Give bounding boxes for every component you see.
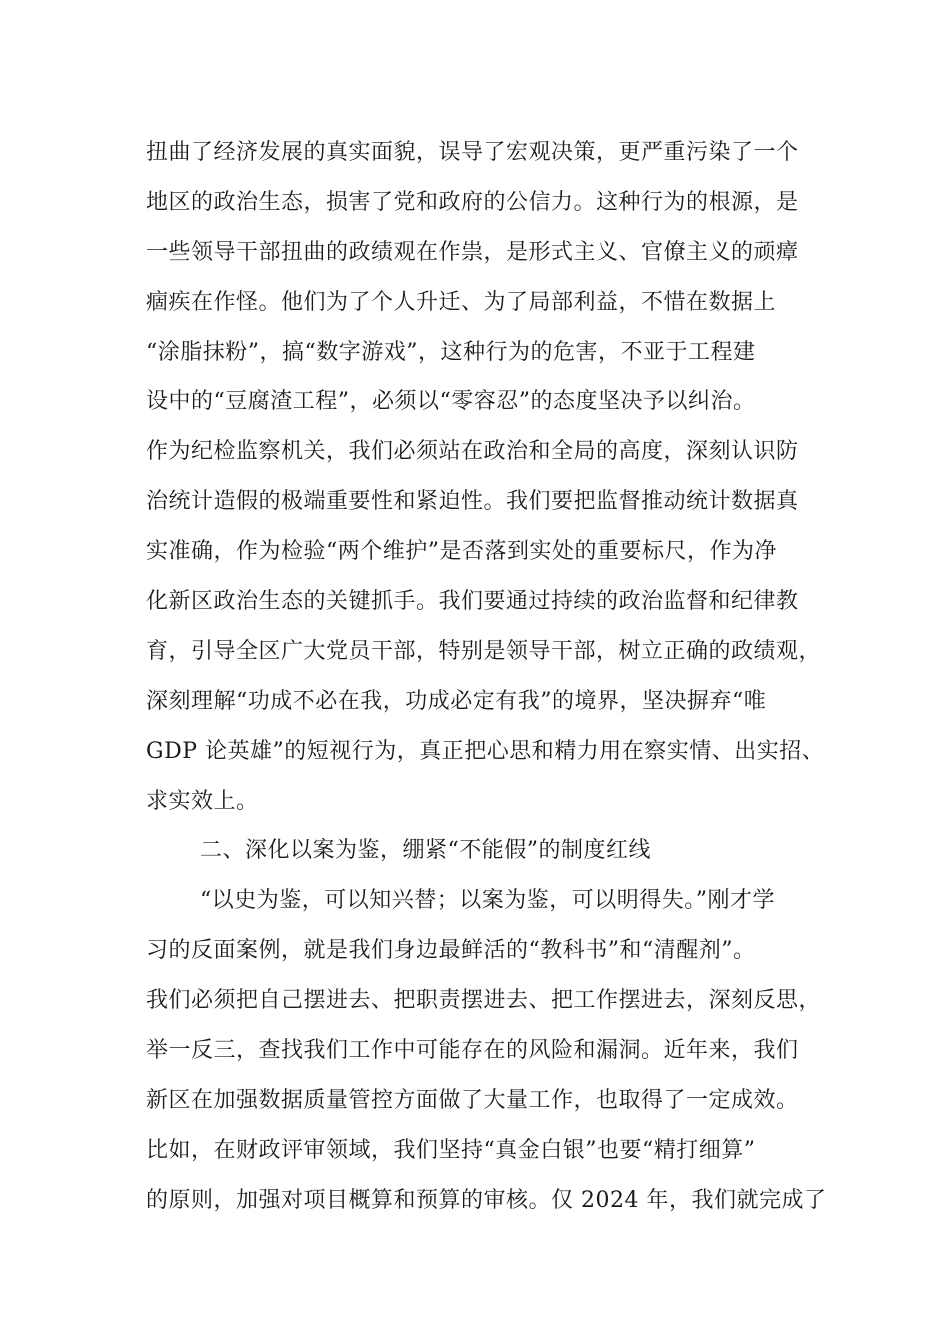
paragraph-line: 我们必须把自己摆进去、把职责摆进去、把工作摆进去，深刻反思， — [146, 988, 822, 1014]
paragraph-line: 作为纪检监察机关，我们必须站在政治和全局的高度，深刻认识防 — [146, 439, 799, 465]
paragraph-line: 的原则，加强对项目概算和预算的审核。仅 2024 年，我们就完成了 — [146, 1187, 827, 1213]
paragraph-line: 化新区政治生态的关键抓手。我们要通过持续的政治监督和纪律教 — [146, 589, 799, 615]
paragraph-line: “以史为鉴，可以知兴替；以案为鉴，可以明得失。”刚才学 — [200, 888, 775, 914]
document-body — [146, 128, 826, 1226]
paragraph-line: 痼疾在作怪。他们为了个人升迁、为了局部利益，不惜在数据上 — [146, 289, 777, 315]
paragraph-line: 实准确，作为检验“两个维护”是否落到实处的重要标尺，作为净 — [146, 539, 777, 565]
paragraph-line: “涂脂抹粉”，搞“数字游戏”，这种行为的危害，不亚于工程建 — [146, 339, 756, 365]
paragraph-line: 地区的政治生态，损害了党和政府的公信力。这种行为的根源，是 — [146, 189, 799, 215]
paragraph-line: 设中的“豆腐渣工程”，必须以“零容忍”的态度坚决予以纠治。 — [146, 389, 756, 415]
paragraph-line: 深刻理解“功成不必在我，功成必定有我”的境界，坚决摒弃“唯 — [146, 688, 767, 714]
paragraph-line: 育，引导全区广大党员干部，特别是领导干部，树立正确的政绩观， — [146, 638, 822, 664]
paragraph-line: 求实效上。 — [146, 788, 259, 814]
section-heading: 二、深化以案为鉴，绷紧“不能假”的制度红线 — [200, 838, 651, 864]
paragraph-line: 比如，在财政评审领域，我们坚持“真金白银”也要“精打细算” — [146, 1137, 756, 1163]
paragraph-line: 习的反面案例，就是我们身边最鲜活的“教科书”和“清醒剂”。 — [146, 938, 756, 964]
paragraph-line: 一些领导干部扭曲的政绩观在作祟，是形式主义、官僚主义的顽瘴 — [146, 239, 799, 265]
paragraph-line: 新区在加强数据质量管控方面做了大量工作，也取得了一定成效。 — [146, 1087, 799, 1113]
paragraph-line: 扭曲了经济发展的真实面貌，误导了宏观决策，更严重污染了一个 — [146, 140, 799, 165]
paragraph-line: 举一反三，查找我们工作中可能存在的风险和漏洞。近年来，我们 — [146, 1038, 799, 1064]
paragraph-line: 治统计造假的极端重要性和紧迫性。我们要把监督推动统计数据真 — [146, 489, 799, 515]
paragraph-line: GDP 论英雄”的短视行为，真正把心思和精力用在察实情、出实招、 — [146, 738, 825, 764]
